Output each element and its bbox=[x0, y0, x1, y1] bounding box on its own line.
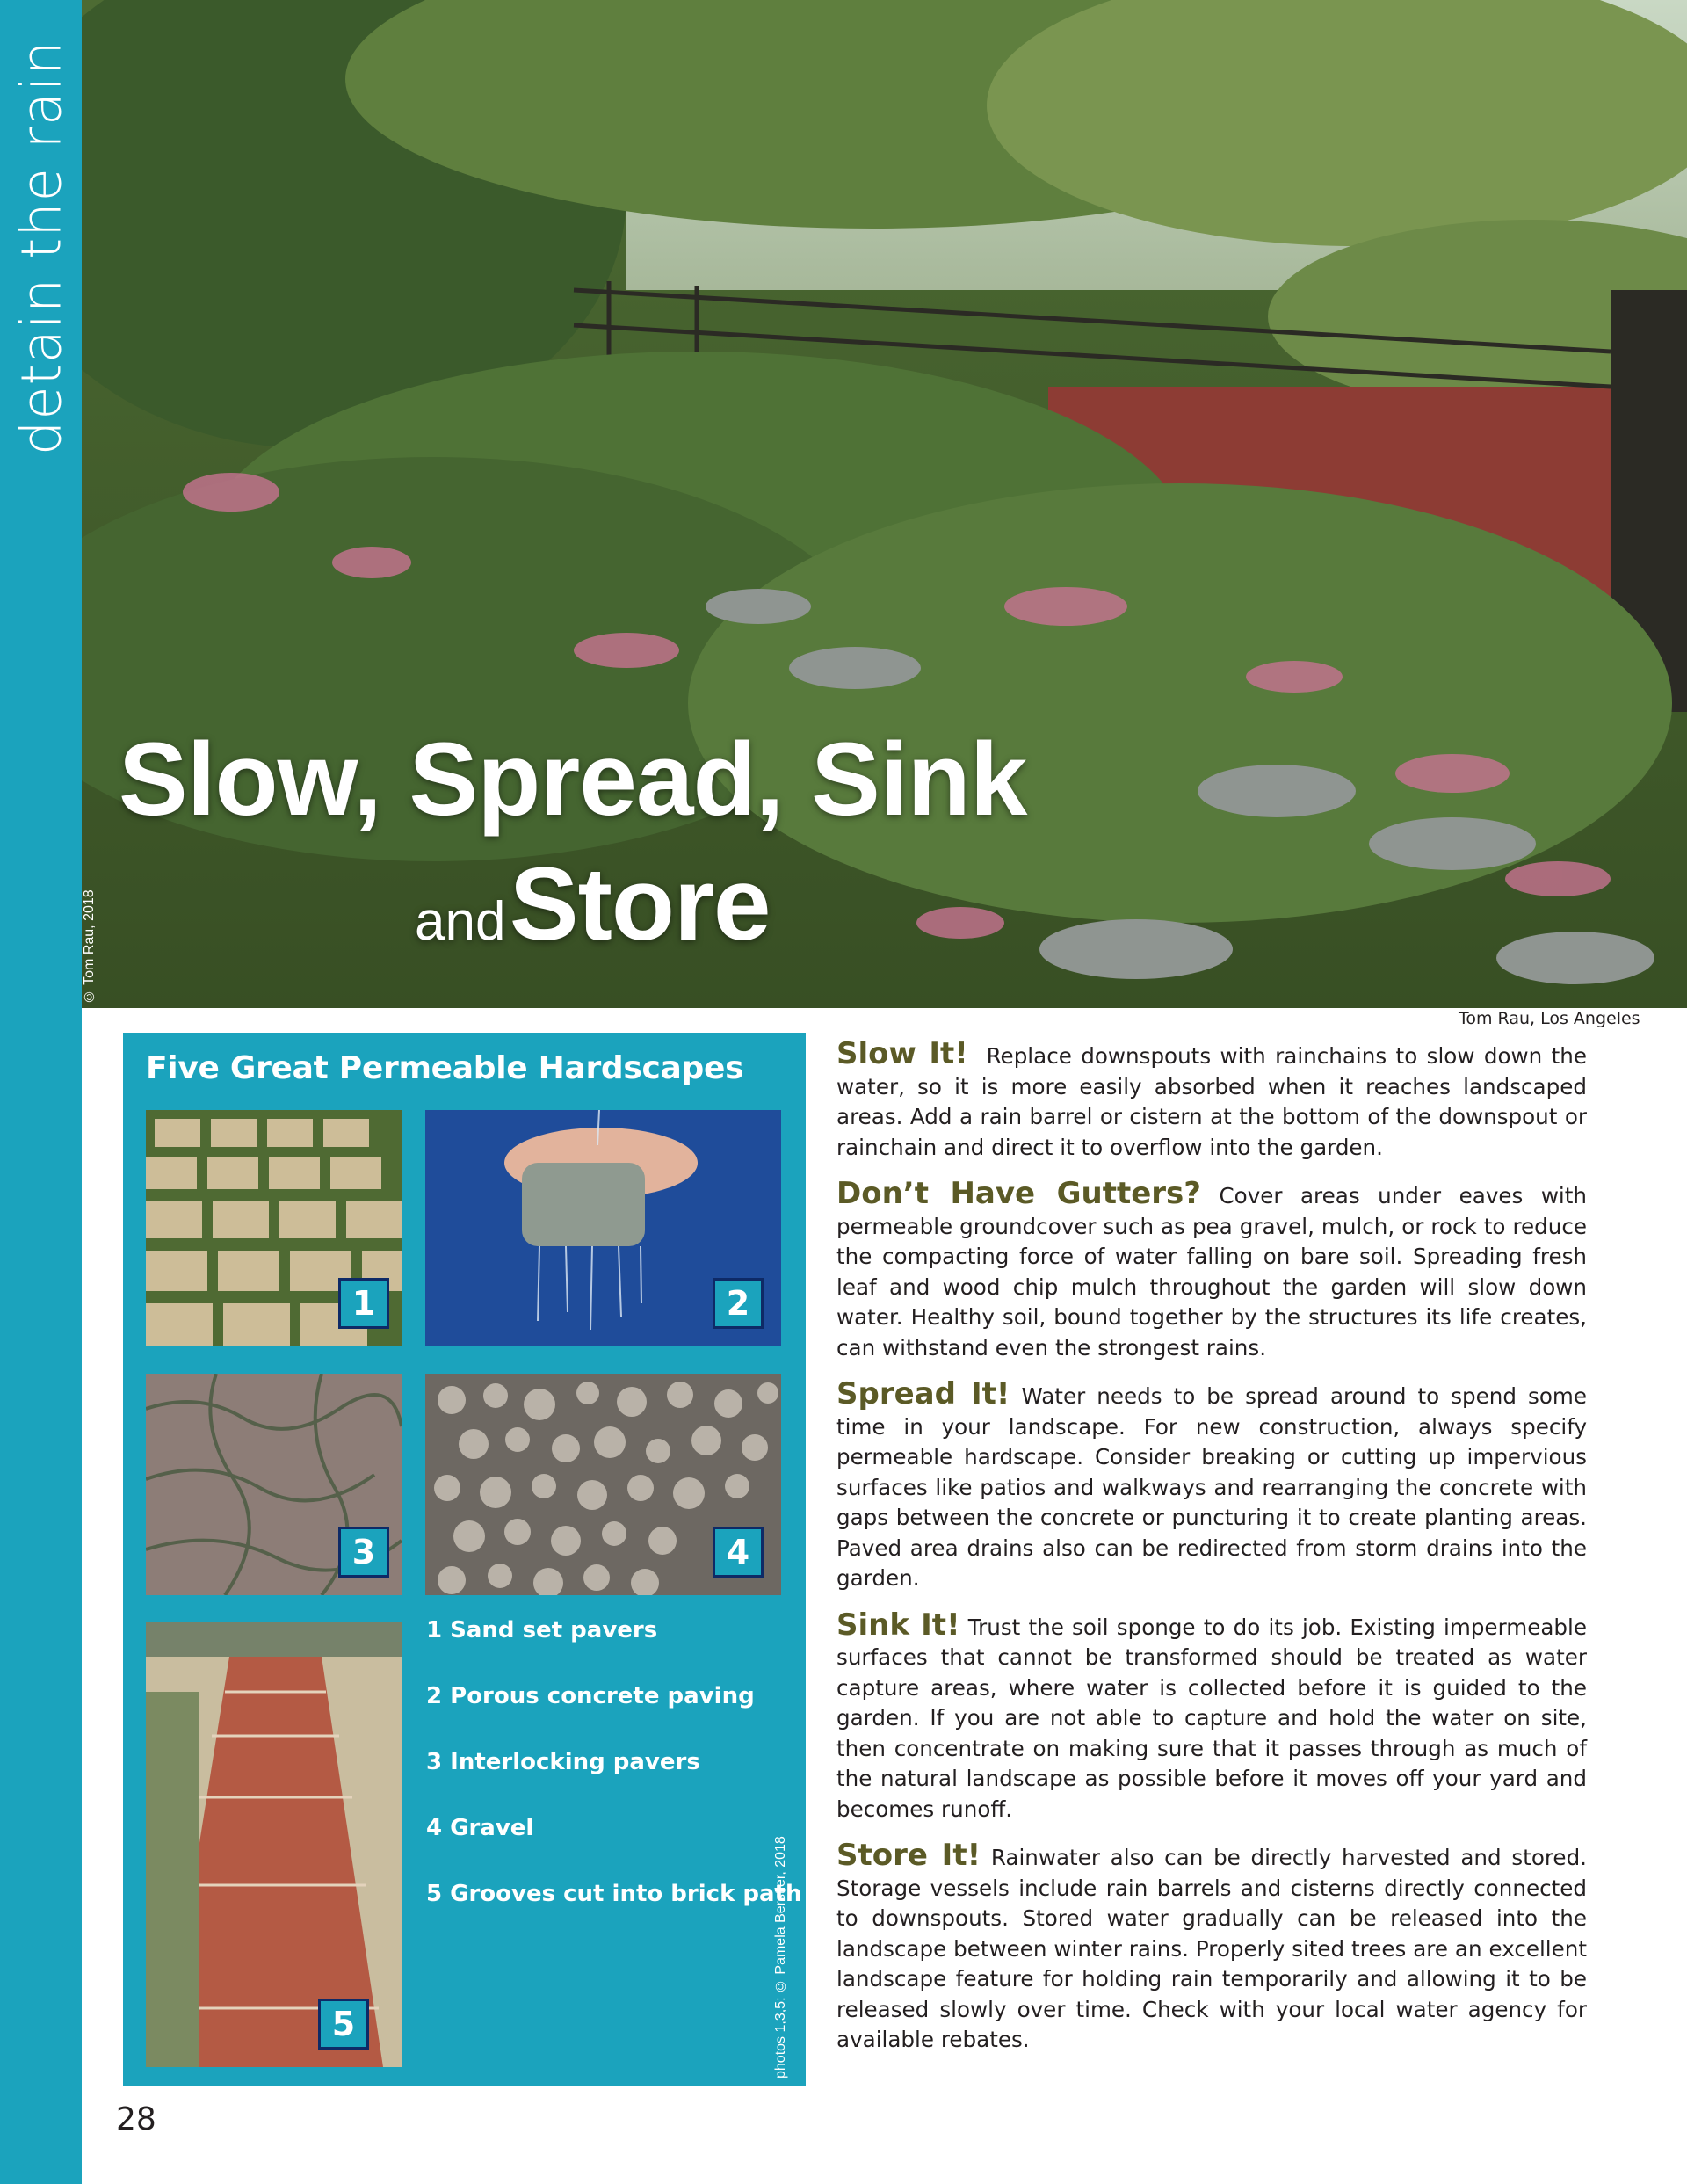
tile-porous-concrete bbox=[425, 1110, 781, 1346]
hero-photo bbox=[82, 0, 1687, 1008]
lead-sink: Sink It! bbox=[836, 1607, 960, 1643]
box-photo-credit: photos 1,3,5: © Pamela Berstler, 2018 bbox=[773, 1836, 788, 2079]
tile-number-badge: 3 bbox=[338, 1527, 389, 1578]
tile-number-badge: 2 bbox=[713, 1278, 764, 1329]
lead-slow: Slow It! bbox=[836, 1036, 968, 1071]
lead-gutters: Don’t Have Gutters? bbox=[836, 1176, 1201, 1211]
text-sink: Trust the soil sponge to do its job. Existing impermeable surfaces that cannot be transformed should be treated as water capture areas, where water is collected before it is guided to the garden. If you are not able to capture and hold the water on site, then concentrate on making sure that it passes through as much of the natural landscape as possible before it moves off your yard and becomes runoff. bbox=[836, 1614, 1587, 1822]
garden-photo-illustration bbox=[82, 0, 1687, 1008]
text-store: Rainwater also can be directly harvested and stored. Storage vessels include rain barrels and cisterns directly connected to downspouts. Stored water gradually can be released into the landscape between winter rains. Properly sited trees are an excellent landscape feature for holding rain temporarily and allowing it to be released slowly over time. Check with your local water agency for available rebates. bbox=[836, 1845, 1587, 2052]
paragraph-sink bbox=[836, 1607, 1587, 1825]
section-label: detain the rain bbox=[9, 40, 74, 455]
page-title-line2 bbox=[415, 846, 771, 962]
section-sidebar bbox=[0, 0, 82, 2184]
paragraph-slow bbox=[836, 1036, 1588, 1163]
lead-spread: Spread It! bbox=[836, 1376, 1010, 1411]
caption-5: 5 Grooves cut into brick path bbox=[426, 1881, 802, 1907]
page-number: 28 bbox=[116, 2101, 156, 2137]
title-and: and bbox=[415, 891, 506, 952]
caption-3: 3 Interlocking pavers bbox=[426, 1749, 700, 1775]
box-title: Five Great Permeable Hardscapes bbox=[146, 1050, 744, 1086]
hero-photo-credit: Tom Rau, Los Angeles bbox=[1459, 1009, 1640, 1028]
tile-brick-path bbox=[146, 1622, 402, 2067]
permeable-hardscapes-box bbox=[123, 1033, 806, 2086]
paragraph-spread bbox=[836, 1376, 1587, 1594]
paragraph-store bbox=[836, 1840, 1587, 2056]
article-body bbox=[836, 1036, 1588, 2072]
tile-number-badge: 5 bbox=[318, 1999, 369, 2050]
caption-4: 4 Gravel bbox=[426, 1815, 534, 1841]
tile-number-badge: 1 bbox=[338, 1278, 389, 1329]
tile-gravel bbox=[425, 1374, 781, 1595]
hero-photo-copyright: © Tom Rau, 2018 bbox=[82, 889, 97, 1004]
lead-store: Store It! bbox=[836, 1838, 981, 1873]
title-store: Store bbox=[509, 846, 771, 962]
caption-1: 1 Sand set pavers bbox=[426, 1617, 658, 1643]
text-slow: Replace downspouts with rainchains to slow down the water, so it is more easily absorbed when it reaches landscaped areas. Add a rain barrel or cistern at the bottom of the downspout or rainchain and direct it to overflow into the garden. bbox=[836, 1043, 1588, 1160]
tile-interlocking-pavers bbox=[146, 1374, 402, 1595]
tile-sand-set-pavers bbox=[146, 1110, 402, 1346]
tile-number-badge: 4 bbox=[713, 1527, 764, 1578]
caption-2: 2 Porous concrete paving bbox=[426, 1683, 755, 1709]
text-gutters: Cover areas under eaves with permeable groundcover such as pea gravel, mulch, or rock to reduce the compacting force of water falling on bare soil. Spreading fresh leaf and wood chip mulch throughout the garden will slow down water. Healthy soil, bound together by the structures its life creates, can withstand even the strongest rains. bbox=[836, 1183, 1587, 1360]
paragraph-gutters bbox=[836, 1176, 1587, 1363]
text-spread: Water needs to be spread around to spend some time in your landscape. For new construction, always specify permeable hardscape. Consider breaking or cutting up impervious surfaces like patios and walkways and rearranging the concrete with gaps between the concrete or puncturing it to create planting areas. Paved area drains also can be redirected from storm drains into the garden. bbox=[836, 1383, 1587, 1591]
page-title-line1: Slow, Spread, Sink bbox=[119, 722, 1027, 838]
